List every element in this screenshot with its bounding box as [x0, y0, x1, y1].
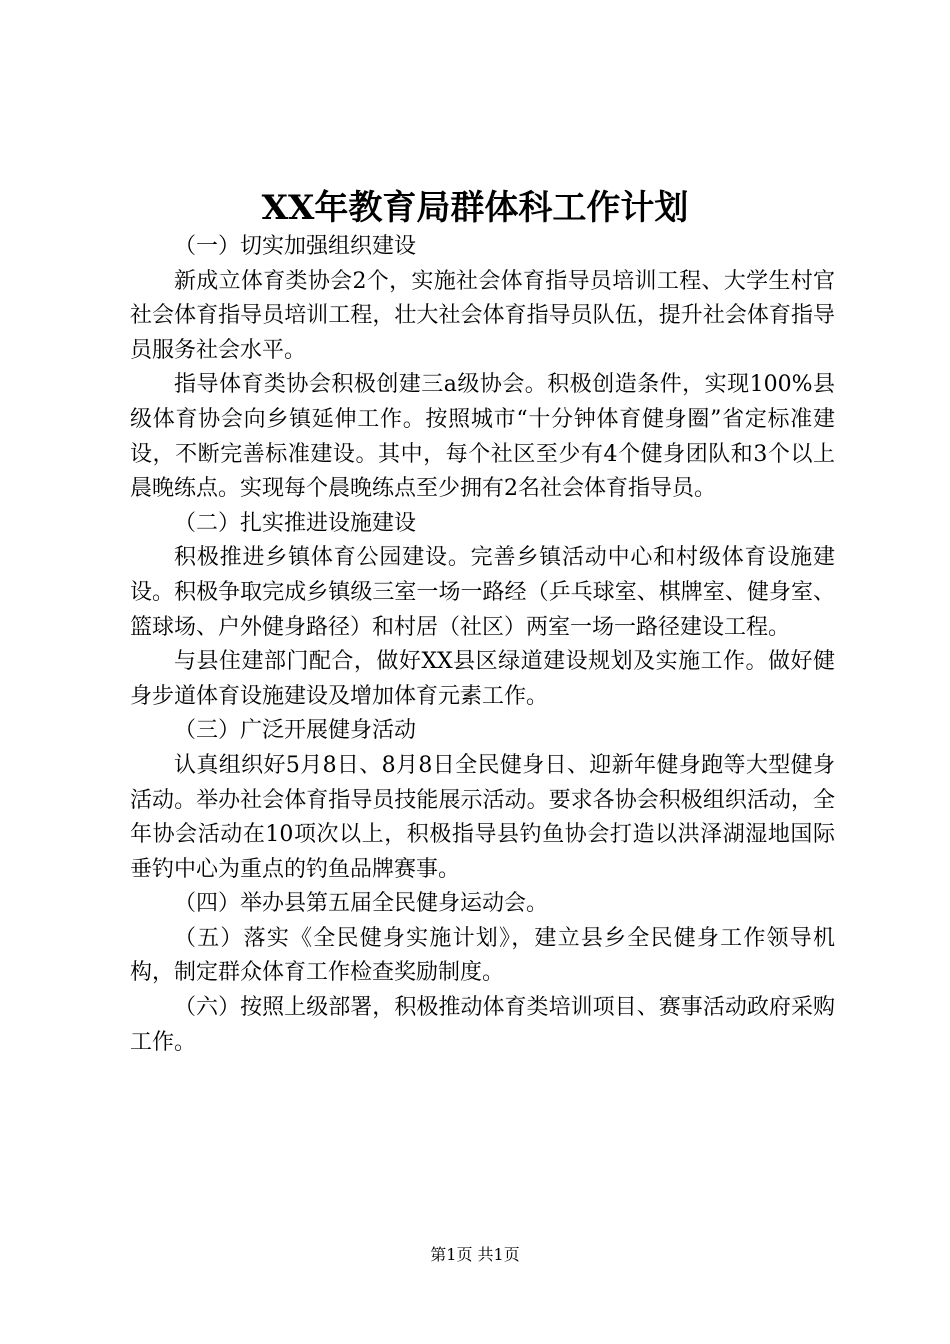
section-heading-3: （三）广泛开展健身活动: [174, 718, 417, 744]
document-title: XX年教育局群体科工作计划: [261, 188, 689, 228]
document-body: [130, 230, 835, 1060]
body-paragraph: 新成立体育类协会2个，实施社会体育指导员培训工程、大学生村官社会体育指导员培训工程，壮大社会体育指导员队伍，提升社会体育指导员服务社会水平。: [130, 268, 835, 363]
body-paragraph: 积极推进乡镇体育公园建设。完善乡镇活动中心和村级体育设施建设。积极争取完成乡镇级三室一场一路经（乒乓球室、棋牌室、健身室、篮球场、户外健身路径）和村居（社区）两室一场一路径建设工程。: [130, 545, 835, 640]
section-heading-1: （一）切实加强组织建设: [174, 234, 417, 259]
section-heading-6: （六）按照上级部署，积极推动体育类培训项目、赛事活动政府采购工作。: [130, 995, 835, 1055]
section-heading-2: （二）扎实推进设施建设: [174, 510, 417, 536]
page-footer: 第1页 共1页: [430, 1245, 520, 1264]
body-paragraph: 指导体育类协会积极创建三a级协会。积极创造条件，实现100%县级体育协会向乡镇延伸工作。按照城市“十分钟体育健身圈”省定标准建设，不断完善标准建设。其中，每个社区至少有4个健身团队和3个以上晨晚练点。实现每个晨晚练点至少拥有2名社会体育指导员。: [130, 372, 835, 502]
body-paragraph: 与县住建部门配合，做好XX县区绿道建设规划及实施工作。做好健身步道体育设施建设及增加体育元素工作。: [130, 649, 835, 709]
section-heading-5: （五）落实《全民健身实施计划》，建立县乡全民健身工作领导机构，制定群众体育工作检查奖励制度。: [130, 925, 835, 986]
section-heading-4: （四）举办县第五届全民健身运动会。: [174, 891, 549, 917]
body-paragraph: 认真组织好5月8日、8月8日全民健身日、迎新年健身跑等大型健身活动。举办社会体育指导员技能展示活动。要求各协会积极组织活动，全年协会活动在10项次以上，积极指导县钓鱼协会打造以洪泽湖湿地国际垂钓中心为重点的钓鱼品牌赛事。: [130, 752, 835, 882]
